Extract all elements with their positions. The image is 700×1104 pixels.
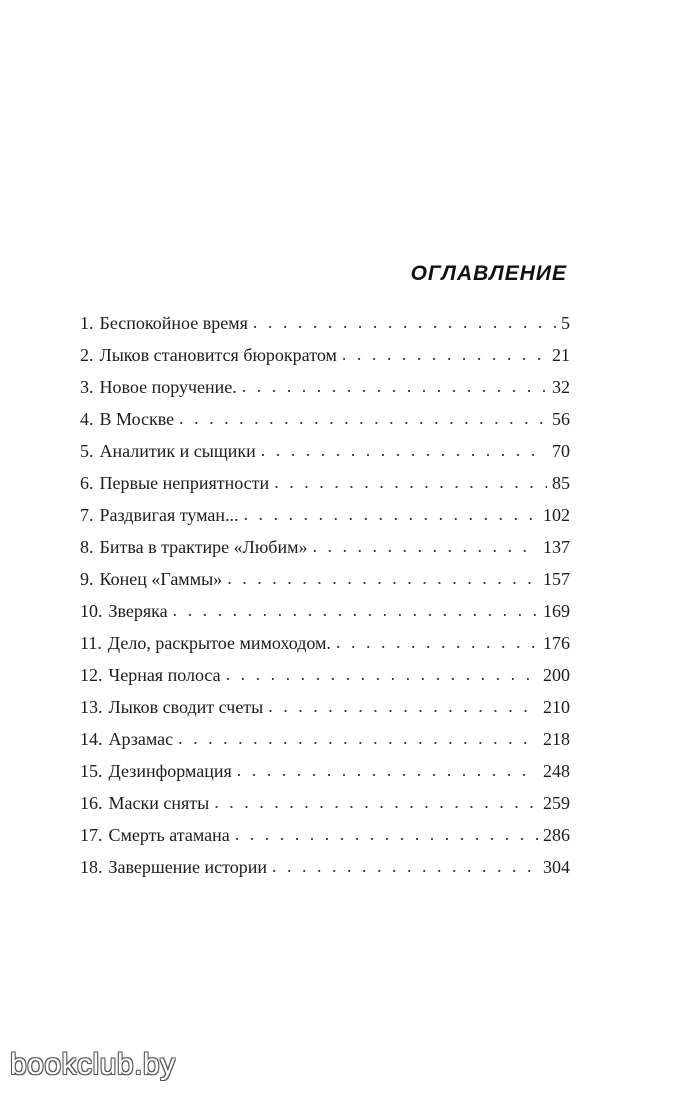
toc-entry-number: 3. [80, 377, 94, 397]
dot-leader [173, 600, 538, 621]
toc-entry-page: 137 [543, 537, 570, 557]
toc-entry-title: Новое поручение. [99, 377, 237, 397]
toc-entry-page: 21 [552, 345, 570, 365]
toc-entry-number: 16. [80, 793, 103, 813]
toc-entry [80, 537, 570, 569]
toc-entry-number: 1. [80, 313, 94, 333]
toc-entry [80, 793, 570, 825]
toc-entry [80, 505, 570, 537]
toc-entry-title: Аналитик и сыщики [99, 441, 256, 461]
toc-entry-number: 8. [80, 537, 94, 557]
toc-entry-title: Черная полоса [108, 665, 221, 685]
toc-entry [80, 761, 570, 793]
toc-entry-page: 210 [543, 697, 570, 717]
dot-leader [226, 664, 538, 685]
dot-leader [274, 472, 547, 493]
toc-entry-title: Лыков становится бюрократом [99, 345, 337, 365]
dot-leader [272, 856, 538, 877]
dot-leader [227, 568, 538, 589]
toc-entry-title: Завершение истории [108, 857, 268, 877]
toc-entry-page: 70 [552, 441, 570, 461]
toc-entry-page: 157 [543, 569, 570, 589]
toc-entry-title: Арзамас [108, 729, 174, 749]
toc-entry-title: Смерть атамана [108, 825, 230, 845]
toc-entry-page: 304 [543, 857, 570, 877]
toc-entry [80, 377, 570, 409]
toc-entry-page: 32 [552, 377, 570, 397]
toc-entry [80, 601, 570, 633]
toc-entry [80, 441, 570, 473]
toc-title: ОГЛАВЛЕНИЕ [410, 262, 567, 285]
toc-entry [80, 857, 570, 889]
toc-entry [80, 409, 570, 441]
toc-entry-number: 15. [80, 761, 103, 781]
toc-entry-title: В Москве [99, 409, 175, 429]
toc-entry-number: 10. [80, 601, 103, 621]
dot-leader [261, 440, 547, 461]
toc-entry-number: 2. [80, 345, 94, 365]
toc-entry-number: 7. [80, 505, 94, 525]
toc-entry-number: 14. [80, 729, 103, 749]
toc-entry-number: 9. [80, 569, 94, 589]
toc-entry-page: 85 [552, 473, 570, 493]
toc-entry-number: 18. [80, 857, 103, 877]
toc-list [80, 313, 570, 889]
toc-entry-title: Конец «Гаммы» [99, 569, 223, 589]
toc-entry-page: 56 [552, 409, 570, 429]
toc-entry-title: Дезинформация [108, 761, 232, 781]
toc-entry [80, 825, 570, 857]
dot-leader [313, 536, 539, 557]
toc-entry-page: 176 [543, 633, 570, 653]
toc-entry [80, 665, 570, 697]
toc-entry [80, 697, 570, 729]
toc-entry [80, 473, 570, 505]
toc-entry-title: Раздвигая туман... [99, 505, 239, 525]
toc-entry-page: 248 [543, 761, 570, 781]
dot-leader [253, 312, 556, 333]
toc-entry [80, 313, 570, 345]
toc-entry [80, 345, 570, 377]
toc-entry-title: Маски сняты [108, 793, 210, 813]
toc-entry-number: 5. [80, 441, 94, 461]
toc-entry-page: 200 [543, 665, 570, 685]
toc-entry-number: 11. [80, 633, 102, 653]
toc-entry [80, 729, 570, 761]
toc-entry-title: Беспокойное время [99, 313, 248, 333]
dot-leader [244, 504, 538, 525]
toc-entry-title: Первые неприятности [99, 473, 270, 493]
dot-leader [235, 824, 538, 845]
toc-entry [80, 633, 570, 665]
dot-leader [268, 696, 538, 717]
toc-entry-page: 102 [543, 505, 570, 525]
toc-entry-number: 17. [80, 825, 103, 845]
toc-entry [80, 569, 570, 601]
toc-entry-title: Зверяка [108, 601, 168, 621]
toc-entry-page: 169 [543, 601, 570, 621]
watermark: bookclub.by [10, 1048, 176, 1081]
toc-entry-number: 12. [80, 665, 103, 685]
dot-leader [179, 408, 547, 429]
toc-entry-title: Лыков сводит счеты [108, 697, 264, 717]
toc-entry-page: 5 [561, 313, 570, 333]
dot-leader [178, 728, 538, 749]
toc-entry-number: 4. [80, 409, 94, 429]
dot-leader [214, 792, 538, 813]
toc-entry-number: 13. [80, 697, 103, 717]
toc-entry-title: Дело, раскрытое мимоходом. [107, 633, 331, 653]
toc-entry-page: 259 [543, 793, 570, 813]
toc-entry-title: Битва в трактире «Любим» [99, 537, 308, 557]
dot-leader [342, 344, 547, 365]
dot-leader [336, 632, 538, 653]
toc-entry-page: 218 [543, 729, 570, 749]
dot-leader [242, 376, 547, 397]
toc-entry-number: 6. [80, 473, 94, 493]
dot-leader [237, 760, 538, 781]
toc-entry-page: 286 [543, 825, 570, 845]
